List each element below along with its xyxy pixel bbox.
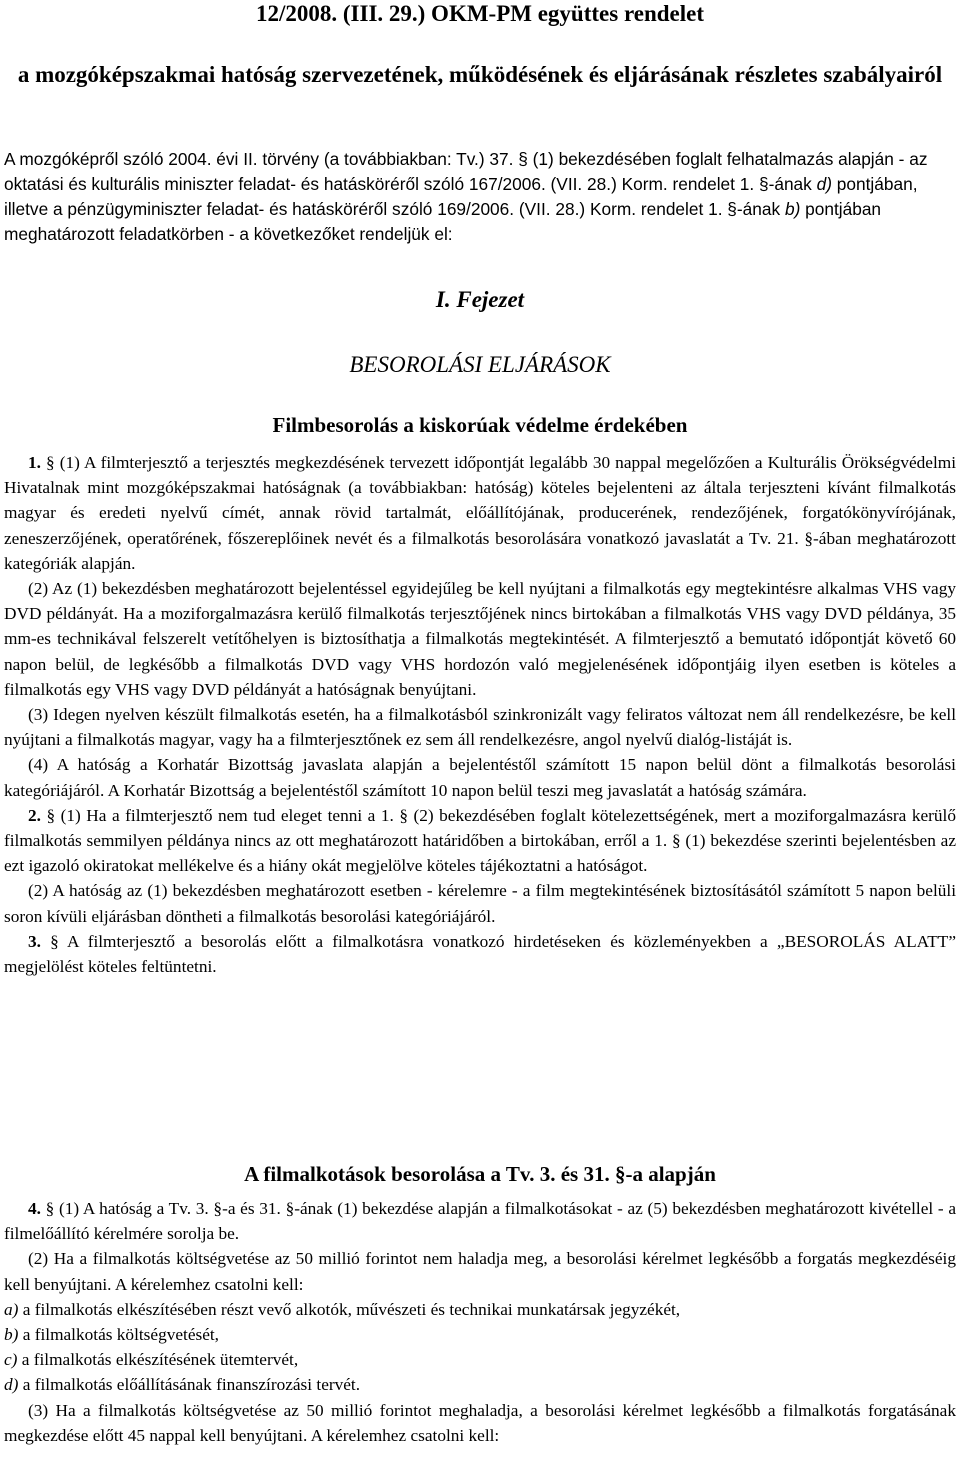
section-heading-tv-rating: A filmalkotások besorolása a Tv. 3. és 31. §-a alapján [244,1162,716,1186]
section-body-1 [4,450,956,979]
chapter-number: I. Fejezet [435,287,525,312]
preamble-point-b: b) [784,199,801,219]
section-body-2 [4,1196,956,1448]
paragraph-1-1 [4,450,956,576]
paragraph-1-2: (2) Az (1) bekezdésben meghatározott bejelentéssel egyidejűleg be kell nyújtani a filmalkotás egy megtekintésre alkalmas VHS vagy DVD példányát. Ha a moziforgalmazásra kerülő filmalkotás terjesztőjének nincs birtokában a filmalkotás VHS vagy DVD példánya, 35 mm-es technikával felszerelt vetítőhelyen is biztosíthatja a filmalkotás megtekintését. A filmterjesztő a bemutató időpontját követő 60 napon belül, de legkésőbb a filmalkotás DVD vagy VHS hordozón való megjelenésének időpontjáig ilyen esetben is köteles a filmalkotás egy VHS vagy DVD példányát a hatóságnak benyújtani. [4,579,956,699]
preamble-text-a: A mozgóképről szóló 2004. évi II. törvény (a továbbiakban: Tv.) 37. § (1) bekezdésében foglalt felhatalmazás alapján - az oktatási és kulturális miniszter feladat- és hatásköréről szóló 167/2006. (VII. 28.) Korm. rendelet 1. §-ának [4,149,928,194]
paragraph-text: § (1) A filmterjesztő a terjesztés megkezdésének tervezett időpontját legalább 30 nappal megelőzően a Kulturális Örökségvédelmi Hivatalnak mint mozgóképszakmai hatóságnak (a továbbiakban: hatóság) köteles bejelenteni az általa terjeszteni kívánt filmalkotás magyar és eredeti nyelvű címét, annak rövid tartalmát, előállítójának, producerének, rendezőjének, forgatókönyvírójának, zeneszerzőjének, operatőrének, főszereplőinek nevét és a filmalkotás besorolására vonatkozó javaslatát a Tv. 21. §-ában meghatározott kategóriák alapján. [4,453,956,573]
preamble-text-c: pontjában meghatározott feladatkörben - a következőket rendeljük el: [4,199,882,244]
list-mark: d) [4,1375,19,1395]
section-number-1: 1. [28,453,41,472]
list-item-c [4,1347,956,1372]
paragraph-text: § (1) Ha a filmterjesztő nem tud eleget tenni a 1. § (2) bekezdésében foglalt kötelezettségének, mert a moziforgalmazásra kerülő filmalkotás semmilyen példánya nincs az ott meghatározott határidőben a birtokában, erről a 1. § (1) bekezdése szerinti bejelentésben az ezt igazoló okiratokat mellékelve és a hiány okát megjelölve köteles tájékoztatni a hatóságot. [4,805,956,876]
paragraph-2-2: (2) A hatóság az (1) bekezdésben meghatározott esetben - kérelemre - a film megtekintésének biztosításától számított 5 napon belüli soron kívüli eljárásban döntheti a filmalkotás besorolási kategóriájáról. [4,881,956,926]
section-number-4: 4. [28,1199,41,1218]
paragraph-text: § (1) A hatóság a Tv. 3. §-a és 31. §-ának (1) bekezdése alapján a filmalkotásokat - az (5) bekezdésben meghatározott kivétellel - a filmelőállító kérelmére sorolja be. [4,1199,956,1244]
list-item-text: a filmalkotás előállításának finanszírozási tervét. [18,1375,361,1395]
section-number-3: 3. [28,931,41,951]
paragraph-1-3: (3) Idegen nyelven készült filmalkotás esetén, ha a filmalkotásból szinkronizált vagy feliratos változat nem áll rendelkezésre, be kell nyújtani a filmalkotás magyar, vagy ha a filmterjesztőnek ez sem áll rendelkezésre, angol nyelvű dialóg-listáját is. [4,705,956,750]
list-mark: b) [4,1325,19,1345]
preamble [4,147,954,247]
paragraph-4-1 [4,1196,956,1246]
section-number-2: 2. [28,805,41,825]
list-mark: a) [4,1299,19,1319]
preamble-point-d: d) [816,174,832,194]
paragraph-4-2: (2) Ha a filmalkotás költségvetése az 50 millió forintot nem haladja meg, a besorolási kérelmet legkésőbb a forgatás megkezdéséig kell benyújtani. A kérelemhez csatolni kell: [4,1249,956,1294]
paragraph-3 [4,929,956,979]
decree-title: 12/2008. (III. 29.) OKM-PM együttes rendelet [256,1,704,26]
paragraph-text: § A filmterjesztő a besorolás előtt a filmalkotásra vonatkozó hirdetéseken és közleményekben a „BESOROLÁS ALATT” megjelölést köteles feltüntetni. [4,931,956,977]
list-item-text: a filmalkotás költségvetését, [18,1325,220,1345]
chapter-title: BESOROLÁSI ELJÁRÁSOK [349,352,611,377]
paragraph-2-1 [4,803,956,879]
paragraph-1-4: (4) A hatóság a Korhatár Bizottság javaslata alapján a bejelentéstől számított 15 napon belül dönt a filmalkotás besorolási kategóriájáról. A Korhatár Bizottság a bejelentéstől számított 10 napon belül teszi meg javaslatát a hatóság számára. [4,755,956,800]
paragraph-4-3: (3) Ha a filmalkotás költségvetése az 50 millió forintot meghaladja, a besorolási kérelmet legkésőbb a filmalkotás forgatásának megkezdése előtt 45 nappal kell benyújtani. A kérelemhez csatolni kell: [4,1400,956,1445]
list-item-d [4,1372,956,1397]
list-mark: c) [4,1350,18,1370]
list-item-text: a filmalkotás elkészítésében részt vevő alkotók, művészeti és technikai munkatársak jegyzékét, [18,1299,681,1319]
list-item-a [4,1297,956,1322]
list-item-text: a filmalkotás elkészítésének ütemtervét, [17,1350,299,1370]
preamble-text-b: pontjában, illetve a pénzügyminiszter feladat- és hatásköréről szóló 169/2006. (VII. 28.) Korm. rendelet 1. §-ának [4,174,918,219]
list-item-b [4,1322,956,1347]
section-heading-film-rating: Filmbesorolás a kiskorúak védelme érdekében [272,413,688,437]
decree-subject: a mozgóképszakmai hatóság szervezetének, működésének és eljárásának részletes szabályairól [17,62,943,87]
